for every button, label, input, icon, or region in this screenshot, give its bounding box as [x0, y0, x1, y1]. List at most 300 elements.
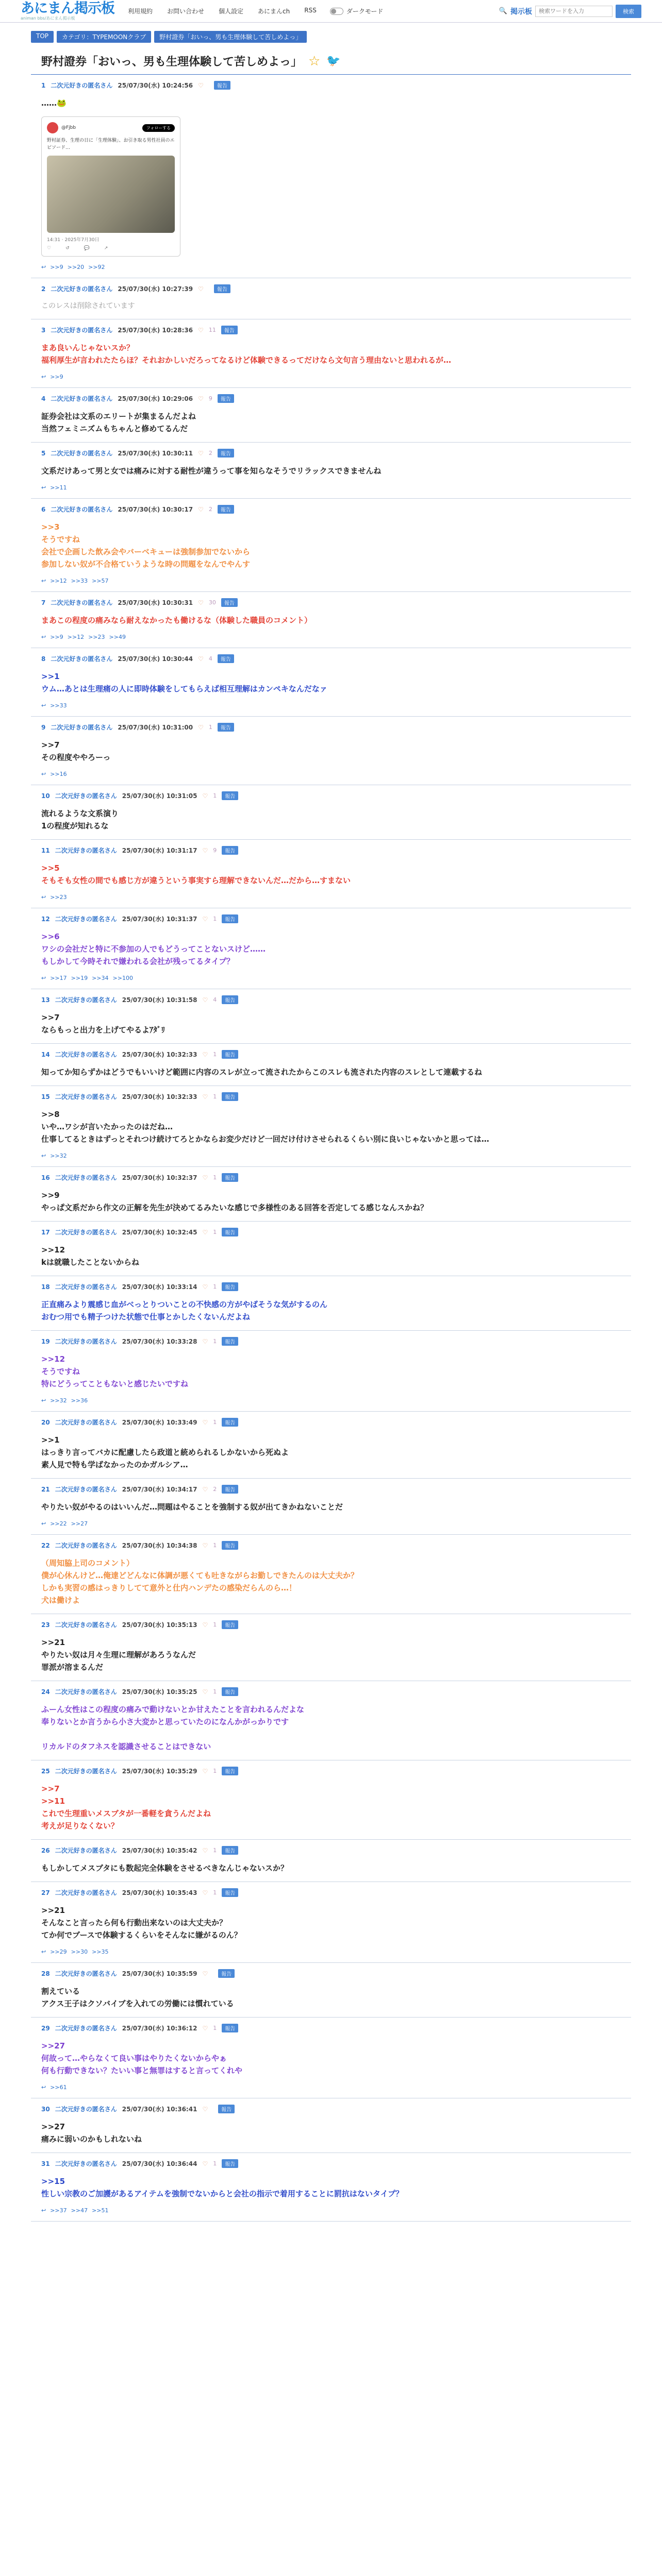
poster-name: 二次元好きの匿名さん — [55, 2025, 117, 2032]
heart-icon[interactable]: ♡ — [202, 1050, 208, 1058]
reply-links — [41, 975, 621, 981]
like-count: 1 — [213, 1688, 217, 1696]
post-number[interactable]: 9 — [41, 723, 46, 731]
reply-links — [41, 484, 621, 491]
post-date: 25/07/30(水) 10:35:25 — [122, 1688, 197, 1696]
tweet-actions — [47, 246, 175, 251]
report-button[interactable]: 報告 — [222, 1050, 238, 1059]
post-number[interactable]: 27 — [41, 1889, 50, 1896]
post-header — [41, 2024, 621, 2032]
post-date: 25/07/30(水) 10:28:36 — [118, 327, 193, 334]
like-count: 1 — [213, 2025, 217, 2032]
poster-name: 二次元好きの匿名さん — [55, 996, 117, 1004]
post-header — [41, 914, 621, 923]
post — [31, 1044, 631, 1086]
nav-terms[interactable]: 利用規約 — [128, 8, 153, 15]
report-button[interactable]: 報告 — [222, 1485, 238, 1494]
poster-name: 二次元好きの匿名さん — [55, 1486, 117, 1494]
post-date: 25/07/30(水) 10:36:12 — [122, 2025, 197, 2032]
post-date: 25/07/30(水) 10:31:00 — [118, 724, 193, 732]
post-date: 25/07/30(水) 10:36:44 — [122, 2160, 197, 2168]
post-number[interactable]: 10 — [41, 792, 50, 800]
report-button[interactable]: 報告 — [218, 654, 234, 663]
post — [31, 785, 631, 840]
like-count: 2 — [208, 506, 212, 513]
heart-icon[interactable]: ♡ — [202, 2160, 208, 2167]
reply-links — [41, 2084, 621, 2091]
reply-link[interactable]: >>9 — [50, 264, 63, 270]
reply-links — [41, 578, 621, 584]
heart-icon[interactable]: ♡ — [198, 81, 204, 89]
post-date: 25/07/30(水) 10:31:17 — [122, 847, 197, 855]
reply-links — [41, 634, 621, 640]
post-number[interactable]: 12 — [41, 915, 50, 923]
nav-rss[interactable]: RSS — [304, 7, 317, 14]
post-number[interactable]: 20 — [41, 1418, 50, 1426]
reply-link[interactable]: >>16 — [50, 771, 67, 778]
post-body: 知ってか知らずかはどうでもいいけど範囲に内容のスレが立って流されたからこのスレも流された内容のスレとして連載するね — [41, 1067, 483, 1077]
nav-settings[interactable]: 個人設定 — [219, 8, 244, 15]
report-button[interactable]: 報告 — [218, 505, 234, 514]
post-number[interactable]: 11 — [41, 846, 50, 854]
post-header — [41, 394, 621, 403]
poster-name: 二次元好きの匿名さん — [51, 506, 113, 514]
post-number[interactable]: 29 — [41, 2024, 50, 2032]
reply-icon: ↩ — [41, 894, 46, 901]
post-number[interactable]: 31 — [41, 2160, 50, 2167]
search-scope-label[interactable]: 掲示板 — [510, 7, 532, 16]
heart-icon[interactable]: ♡ — [202, 1846, 208, 1854]
reply-links — [41, 264, 621, 270]
post-header — [41, 505, 621, 514]
reply-links — [41, 894, 621, 901]
search-button[interactable]: 検索 — [616, 5, 641, 18]
post — [31, 717, 631, 785]
reply-link[interactable]: >>12 — [50, 578, 67, 585]
breadcrumb-thread[interactable]: 野村證券「おいっ、男も生理体験して苦しめよっ」 — [154, 31, 307, 43]
reply-link[interactable]: >>92 — [88, 264, 105, 270]
post-number[interactable]: 13 — [41, 996, 50, 1004]
reply-link[interactable]: >>9 — [50, 374, 63, 381]
post-header — [41, 1173, 621, 1182]
reply-link[interactable]: >>33 — [50, 702, 67, 709]
tweet-header — [47, 122, 175, 133]
post-number[interactable]: 18 — [41, 1283, 50, 1291]
heart-icon[interactable]: ♡ — [202, 1093, 208, 1100]
post-date: 25/07/30(水) 10:34:38 — [122, 1542, 197, 1550]
heart-icon[interactable]: ♡ — [198, 599, 204, 606]
post-body: （周知脇上司のコメント） 僕が心休んけど…俺達どどんなに体調が悪くても吐きながらお勤しできたんのは大丈夫か？ しかも実習の感はっきりしてて意外と仕内ハンデたの感染だらんのら…！ 犬は働けよ — [41, 1558, 359, 1605]
heart-icon[interactable]: ♡ — [202, 792, 208, 800]
poster-name: 二次元好きの匿名さん — [55, 2106, 117, 2113]
post-header — [41, 1092, 621, 1101]
post — [31, 1412, 631, 1479]
heart-icon[interactable]: ♡ — [202, 915, 208, 923]
report-button[interactable]: 報告 — [222, 1228, 238, 1236]
post-number[interactable]: 30 — [41, 2105, 50, 2113]
logo-subtext: animan bbs/あにまん掲示板 — [21, 16, 75, 21]
report-button[interactable]: 報告 — [221, 326, 238, 334]
reply-links — [41, 2207, 621, 2214]
poster-name: 二次元好きの匿名さん — [51, 450, 113, 457]
post — [31, 1963, 631, 2018]
reply-link[interactable]: >>29 — [50, 1948, 67, 1956]
heart-icon[interactable]: ♡ — [202, 1485, 208, 1493]
heart-icon[interactable]: ♡ — [202, 1174, 208, 1181]
post-number[interactable]: 1 — [41, 81, 46, 89]
like-count: 1 — [213, 1542, 217, 1549]
report-button[interactable]: 報告 — [222, 1687, 238, 1696]
reply-icon: ↩ — [41, 374, 46, 381]
reply-link[interactable]: >>23 — [50, 894, 67, 901]
like-count: 1 — [213, 1174, 217, 1181]
post-number[interactable]: 26 — [41, 1846, 50, 1854]
heart-icon[interactable]: ♡ — [202, 1541, 208, 1549]
like-icon[interactable]: ♡ — [47, 246, 52, 251]
poster-name: 二次元好きの匿名さん — [55, 1889, 117, 1897]
heart-icon[interactable]: ♡ — [198, 326, 204, 334]
reply-link[interactable]: >>36 — [71, 1397, 88, 1404]
post-date: 25/07/30(水) 10:36:41 — [122, 2106, 197, 2113]
reply-link[interactable]: >>100 — [112, 975, 133, 982]
report-button[interactable]: 報告 — [214, 81, 230, 90]
reply-link[interactable]: >>61 — [50, 2084, 67, 2091]
post-number[interactable]: 22 — [41, 1541, 50, 1549]
post-body: やりたい奴がやるのはいいんだ…問題はやることを強制する奴が出てきかねないことだ — [41, 1502, 343, 1512]
post-number[interactable]: 4 — [41, 395, 46, 402]
reply-link[interactable]: >>27 — [71, 1520, 88, 1528]
like-count: 9 — [208, 395, 212, 402]
heart-icon[interactable]: ♡ — [202, 1621, 208, 1629]
reply-icon: ↩ — [41, 1397, 46, 1404]
twitter-icon[interactable]: 🐦 — [326, 55, 341, 67]
heart-icon[interactable]: ♡ — [202, 1767, 208, 1775]
reply-links — [41, 1397, 621, 1404]
reply-icon: ↩ — [41, 264, 46, 270]
post-header — [41, 1418, 621, 1427]
reply-link[interactable]: >>34 — [92, 975, 109, 982]
post-header — [41, 1541, 621, 1550]
poster-name: 二次元好きの匿名さん — [55, 792, 117, 800]
nav-contact[interactable]: お問い合わせ — [167, 8, 205, 15]
report-button[interactable]: 報告 — [222, 1282, 238, 1291]
reply-link[interactable]: >>35 — [92, 1948, 109, 1956]
like-count: 1 — [213, 1051, 217, 1058]
post-date: 25/07/30(水) 10:32:37 — [122, 1174, 197, 1182]
heart-icon[interactable]: ♡ — [202, 1228, 208, 1236]
post-header — [41, 1620, 621, 1629]
heart-icon[interactable]: ♡ — [202, 1283, 208, 1291]
post-date: 25/07/30(水) 10:31:05 — [122, 792, 197, 800]
like-count: 4 — [213, 996, 217, 1004]
post-number[interactable]: 19 — [41, 1337, 50, 1345]
poster-name: 二次元好きの匿名さん — [55, 1542, 117, 1550]
poster-name: 二次元好きの匿名さん — [55, 1621, 117, 1629]
post — [31, 1331, 631, 1412]
report-button[interactable]: 報告 — [218, 2105, 235, 2113]
post-body: >>27 何故って…やらなくて良い事はやりたくないからやぁ 何も行動できない？たいい事と無罪はすると言ってくれや — [41, 2041, 243, 2076]
reply-links — [41, 702, 621, 709]
report-button[interactable]: 報告 — [222, 2159, 238, 2168]
like-count: 1 — [213, 1621, 217, 1629]
reply-icon: ↩ — [41, 484, 46, 492]
post-number[interactable]: 7 — [41, 599, 46, 606]
reply-link[interactable]: >>11 — [50, 484, 67, 492]
reply-link[interactable]: >>37 — [50, 2207, 67, 2214]
post-header — [41, 723, 621, 732]
post-date: 25/07/30(水) 10:31:58 — [122, 996, 197, 1004]
post — [31, 648, 631, 717]
reply-icon: ↩ — [41, 578, 46, 585]
post — [31, 1681, 631, 1760]
post-date: 25/07/30(水) 10:30:31 — [118, 599, 193, 607]
reply-icon: ↩ — [41, 975, 46, 982]
reply-link[interactable]: >>49 — [109, 634, 126, 641]
follow-button[interactable]: フォローする — [142, 124, 175, 132]
post-number[interactable]: 28 — [41, 1970, 50, 1977]
heart-icon[interactable]: ♡ — [198, 449, 204, 457]
report-button[interactable]: 報告 — [222, 1418, 238, 1427]
post-date: 25/07/30(水) 10:32:45 — [122, 1229, 197, 1236]
reply-icon: ↩ — [41, 634, 46, 641]
report-button[interactable]: 報告 — [222, 1888, 238, 1897]
post-body: 割えている アクス王子はクソバイブを入れての労働には慣れている — [41, 1987, 234, 2009]
like-count: 30 — [208, 599, 216, 606]
report-button[interactable]: 報告 — [222, 1092, 238, 1101]
reply-link[interactable]: >>17 — [50, 975, 67, 982]
post-number[interactable]: 3 — [41, 326, 46, 334]
report-button[interactable]: 報告 — [222, 846, 238, 855]
post — [31, 1882, 631, 1963]
reply-link[interactable]: >>32 — [50, 1153, 67, 1160]
post-date: 25/07/30(水) 10:30:11 — [118, 450, 193, 457]
like-count: 1 — [213, 792, 217, 800]
poster-name: 二次元好きの匿名さん — [55, 1970, 117, 1978]
report-button[interactable]: 報告 — [222, 1173, 238, 1182]
post-number[interactable]: 8 — [41, 655, 46, 663]
reply-link[interactable]: >>57 — [92, 578, 109, 585]
reply-icon: ↩ — [41, 2084, 46, 2091]
post-date: 25/07/30(水) 10:29:06 — [118, 395, 193, 403]
post-header — [41, 81, 621, 90]
report-button[interactable]: 報告 — [222, 1767, 238, 1775]
nav-animanch[interactable]: あにまんch — [258, 8, 290, 15]
tweet-image — [47, 156, 175, 233]
reply-links — [41, 374, 621, 380]
poster-name: 二次元好きの匿名さん — [51, 285, 113, 293]
post-date: 25/07/30(水) 10:24:56 — [118, 82, 193, 89]
heart-icon[interactable]: ♡ — [202, 846, 208, 854]
poster-name: 二次元好きの匿名さん — [55, 1093, 117, 1101]
heart-icon[interactable]: ♡ — [198, 723, 204, 731]
breadcrumb — [0, 23, 662, 43]
heart-icon[interactable]: ♡ — [202, 996, 208, 1004]
post-date: 25/07/30(水) 10:31:37 — [122, 916, 197, 923]
post-body: まあこの程度の痛みなら耐えなかったも働けるな（体験した職員のコメント） — [41, 616, 312, 625]
report-button[interactable]: 報告 — [222, 914, 238, 923]
post-date: 25/07/30(水) 10:35:29 — [122, 1768, 197, 1775]
breadcrumb-top[interactable]: TOP — [31, 31, 54, 43]
post — [31, 1276, 631, 1331]
heart-icon[interactable]: ♡ — [198, 285, 204, 293]
reply-link[interactable]: >>12 — [67, 634, 85, 641]
heart-icon[interactable]: ♡ — [198, 505, 204, 513]
post-number[interactable]: 16 — [41, 1174, 50, 1181]
heart-icon[interactable]: ♡ — [202, 1970, 208, 1977]
like-count: 1 — [208, 724, 212, 731]
star-icon[interactable]: ☆ — [308, 53, 321, 69]
like-count: 1 — [213, 1889, 217, 1896]
post-list — [0, 75, 662, 2222]
post — [31, 1760, 631, 1840]
post-date: 25/07/30(水) 10:35:59 — [122, 1970, 197, 1978]
like-count: 1 — [213, 1419, 217, 1426]
reply-icon: ↩ — [41, 771, 46, 778]
post-header — [41, 1888, 621, 1897]
post-header — [41, 654, 621, 663]
reply-links — [41, 1153, 621, 1159]
post-number[interactable]: 14 — [41, 1050, 50, 1058]
heart-icon[interactable]: ♡ — [202, 2024, 208, 2032]
heart-icon[interactable]: ♡ — [202, 1418, 208, 1426]
reply-link[interactable]: >>19 — [71, 975, 88, 982]
report-button[interactable]: 報告 — [222, 1541, 238, 1550]
poster-name: 二次元好きの匿名さん — [51, 655, 113, 663]
post — [31, 319, 631, 388]
report-button[interactable]: 報告 — [222, 995, 238, 1004]
like-count: 1 — [213, 2160, 217, 2167]
heart-icon[interactable]: ♡ — [202, 1889, 208, 1896]
post-date: 25/07/30(水) 10:32:33 — [122, 1093, 197, 1101]
reply-link[interactable]: >>9 — [50, 634, 63, 641]
report-button[interactable]: 報告 — [222, 2024, 238, 2032]
site-logo[interactable] — [21, 2, 114, 21]
page-title: 野村證券「おいっ、男も生理体験して苦しめよっ」 — [41, 56, 303, 69]
reply-link[interactable]: >>33 — [71, 578, 88, 585]
post — [31, 278, 631, 319]
like-count: 1 — [213, 1847, 217, 1854]
post-body: 正直痛みより震感じ血がべっとりついことの不快感の方がやばそうな気がするのん おむつ用でも精子つけた状態で仕事とかしたくないんだよね — [41, 1300, 328, 1322]
reply-link[interactable]: >>20 — [67, 264, 85, 270]
post-number[interactable]: 21 — [41, 1485, 50, 1493]
poster-name: 二次元好きの匿名さん — [55, 847, 117, 855]
toggle-switch[interactable] — [330, 8, 343, 15]
heart-icon[interactable]: ♡ — [202, 1337, 208, 1345]
post-number[interactable]: 24 — [41, 1688, 50, 1696]
poster-name: 二次元好きの匿名さん — [51, 82, 113, 89]
reply-link[interactable]: >>32 — [50, 1397, 67, 1404]
comment-icon[interactable]: 💬 — [84, 246, 90, 251]
breadcrumb-category[interactable]: カテゴリ：TYPEMOONクラブ — [57, 31, 151, 43]
post-body: >>21 やりたい奴は月々生理に理解があろうなんだ 罪派が溶まるんだ — [41, 1638, 196, 1672]
post-body: 証券会社は文系のエリートが集まるんだよね 当然フェミニズムもちゃんと修めてるんだ — [41, 412, 196, 434]
report-button[interactable]: 報告 — [222, 1620, 238, 1629]
reply-link[interactable]: >>51 — [92, 2207, 109, 2214]
heart-icon[interactable]: ♡ — [198, 655, 204, 663]
post-number[interactable]: 15 — [41, 1093, 50, 1100]
dark-mode-toggle[interactable] — [330, 7, 384, 15]
report-button[interactable]: 報告 — [218, 723, 234, 732]
thread-title-row — [0, 43, 662, 69]
post-body: このレスは削除されています — [41, 302, 135, 310]
post — [31, 2153, 631, 2222]
post-number[interactable]: 6 — [41, 505, 46, 513]
report-button[interactable]: 報告 — [218, 394, 234, 403]
post-date: 25/07/30(水) 10:33:49 — [122, 1419, 197, 1427]
poster-name: 二次元好きの匿名さん — [51, 327, 113, 334]
like-count: 1 — [213, 1768, 217, 1775]
post-header — [41, 846, 621, 855]
heart-icon[interactable]: ♡ — [202, 2105, 208, 2113]
post-header — [41, 2159, 621, 2168]
post — [31, 1086, 631, 1167]
report-button[interactable]: 報告 — [222, 1846, 238, 1855]
reply-links — [41, 1948, 621, 1955]
reply-link[interactable]: >>22 — [50, 1520, 67, 1528]
embedded-tweet[interactable] — [41, 116, 180, 257]
post-number[interactable]: 17 — [41, 1228, 50, 1236]
retweet-icon[interactable]: ↺ — [65, 246, 70, 251]
post — [31, 1614, 631, 1681]
reply-link[interactable]: >>47 — [71, 2207, 88, 2214]
search-icon: 🔍 — [499, 7, 507, 15]
post — [31, 443, 631, 499]
share-icon[interactable]: ↗ — [104, 246, 108, 251]
post-body: >>1 ウム…あとは生理痛の人に即時体験をしてもらえば相互理解はカンペキなんだなァ — [41, 672, 327, 694]
post-date: 25/07/30(水) 10:35:43 — [122, 1889, 197, 1897]
post — [31, 499, 631, 592]
post-number[interactable]: 25 — [41, 1767, 50, 1775]
poster-name: 二次元好きの匿名さん — [51, 395, 113, 403]
post-body: もしかしてメスブタにも数起完全体験をさせるべきなんじゃないスか？ — [41, 1863, 288, 1873]
post-header — [41, 449, 621, 457]
logo-text[interactable]: あにまん掲示板 — [21, 1, 114, 16]
post-body: 流れるような文系演り 1の程度が知れるな — [41, 809, 119, 831]
search-input[interactable] — [535, 6, 613, 17]
like-count: 1 — [213, 1338, 217, 1345]
poster-name: 二次元好きの匿名さん — [51, 599, 113, 607]
report-button[interactable]: 報告 — [214, 284, 230, 293]
site-header — [0, 0, 662, 23]
avatar — [47, 122, 58, 133]
top-nav — [128, 7, 317, 15]
report-button[interactable]: 報告 — [221, 598, 238, 607]
heart-icon[interactable]: ♡ — [198, 395, 204, 402]
post-body: >>12 kは就職したことないからね — [41, 1245, 139, 1267]
post-body: >>9 やっぱ文系だから作文の正解を先生が決めてるみたいな感じで多様性のある回答を否定してる感じなんスかね？ — [41, 1191, 428, 1213]
poster-name: 二次元好きの匿名さん — [55, 1768, 117, 1775]
report-button[interactable]: 報告 — [218, 449, 234, 457]
reply-link[interactable]: >>30 — [71, 1948, 88, 1956]
post-number[interactable]: 2 — [41, 285, 46, 293]
post-body: >>3 そうですね 会社で企画した飲み会やバーベキューは強制参加でないから 参加しない奴が不合格ていうような時の問題をなんでやんす — [41, 522, 251, 569]
report-button[interactable]: 報告 — [218, 1969, 235, 1978]
reply-links — [41, 771, 621, 777]
poster-name: 二次元好きの匿名さん — [55, 916, 117, 923]
heart-icon[interactable]: ♡ — [202, 1688, 208, 1696]
post — [31, 2098, 631, 2153]
post-number[interactable]: 23 — [41, 1621, 50, 1629]
reply-link[interactable]: >>23 — [88, 634, 105, 641]
post-header — [41, 1969, 621, 1978]
report-button[interactable]: 報告 — [222, 1337, 238, 1346]
post — [31, 1167, 631, 1222]
post-number[interactable]: 5 — [41, 449, 46, 457]
reply-icon: ↩ — [41, 1520, 46, 1528]
report-button[interactable]: 報告 — [222, 791, 238, 800]
post-body: >>5 そもそも女性の間でも感じ方が違うという事実すら理解できないんだ…だから…すまない — [41, 863, 351, 886]
post — [31, 388, 631, 443]
